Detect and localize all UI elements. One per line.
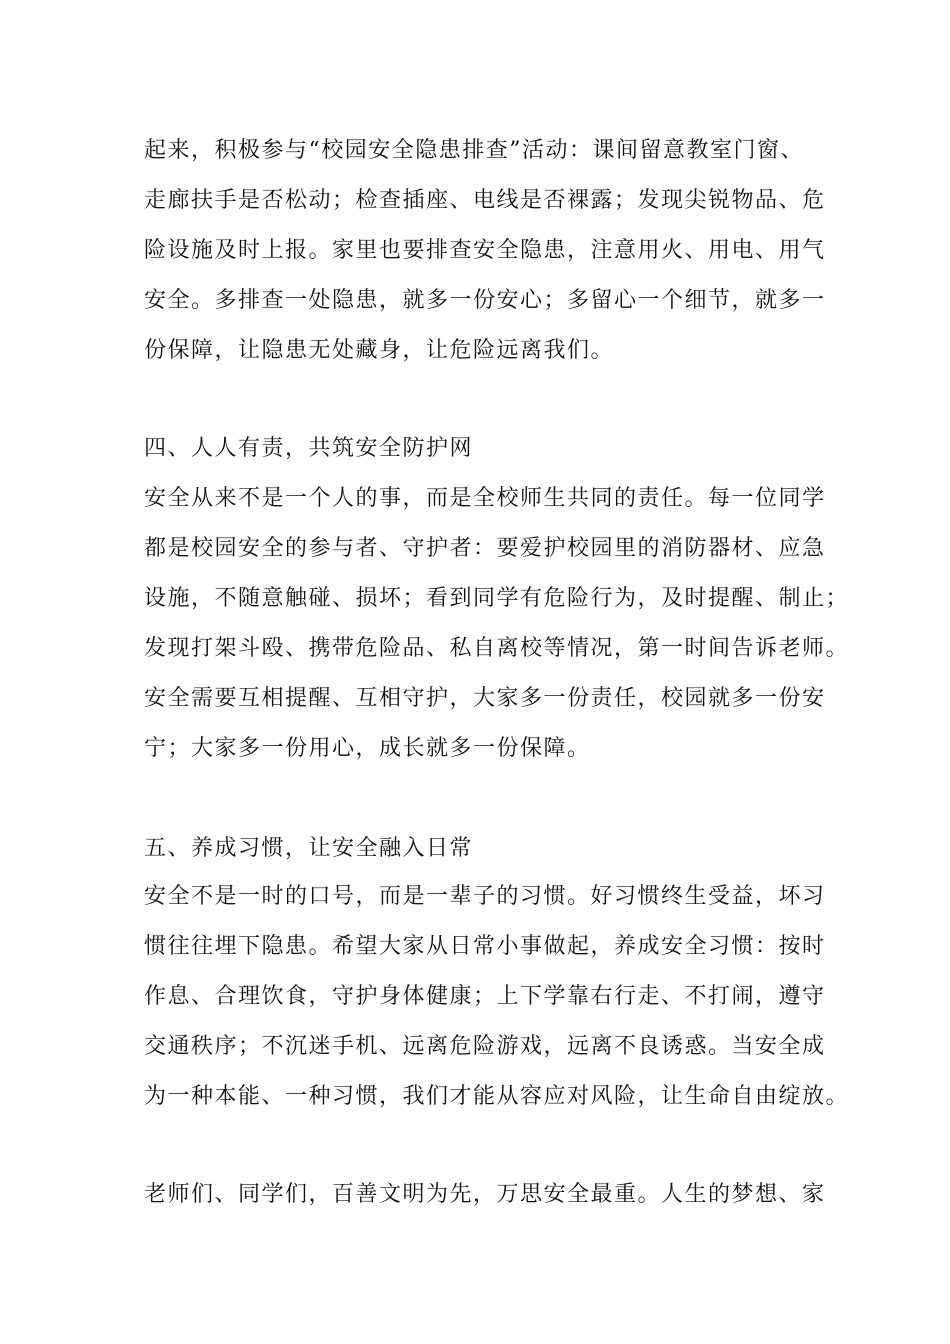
text-line: 险设施及时上报。家里也要排查安全隐患，注意用火、用电、用气 — [144, 238, 826, 263]
text-line: 安全需要互相提醒、互相守护，大家多一份责任，校园就多一份安 — [144, 686, 826, 711]
text-line: 作息、合理饮食，守护身体健康；上下学靠右行走、不打闹，遵守 — [144, 984, 826, 1009]
text-line: 走廊扶手是否松动；检查插座、电线是否裸露；发现尖锐物品、危 — [144, 188, 826, 213]
text-line: 为一种本能、一种习惯，我们才能从容应对风险，让生命自由绽放。 — [144, 1084, 850, 1109]
text-line: 宁；大家多一份用心，成长就多一份保障。 — [144, 736, 591, 761]
text-line: 设施，不随意触碰、损坏；看到同学有危险行为，及时提醒、制止； — [144, 586, 850, 611]
text-line: 惯往往埋下隐患。希望大家从日常小事做起，养成安全习惯：按时 — [144, 934, 826, 959]
section-heading: 四、人人有责，共筑安全防护网 — [144, 436, 474, 461]
text-line: 安全。多排查一处隐患，就多一份安心；多留心一个细节，就多一 — [144, 288, 826, 313]
text-line: 起来，积极参与“校园安全隐患排查”活动：课间留意教室门窗、 — [144, 138, 804, 163]
text-line: 交通秩序；不沉迷手机、远离危险游戏，远离不良诱惑。当安全成 — [144, 1034, 826, 1059]
section-heading: 五、养成习惯，让安全融入日常 — [144, 836, 474, 861]
text-line: 份保障，让隐患无处藏身，让危险远离我们。 — [144, 338, 615, 363]
text-line: 安全不是一时的口号，而是一辈子的习惯。好习惯终生受益，坏习 — [144, 884, 826, 909]
text-line: 发现打架斗殴、携带危险品、私自离校等情况，第一时间告诉老师。 — [144, 636, 850, 661]
text-line: 都是校园安全的参与者、守护者：要爱护校园里的消防器材、应急 — [144, 536, 826, 561]
text-line: 老师们、同学们，百善文明为先，万思安全最重。人生的梦想、家 — [144, 1182, 826, 1207]
text-line: 安全从来不是一个人的事，而是全校师生共同的责任。每一位同学 — [144, 486, 826, 511]
